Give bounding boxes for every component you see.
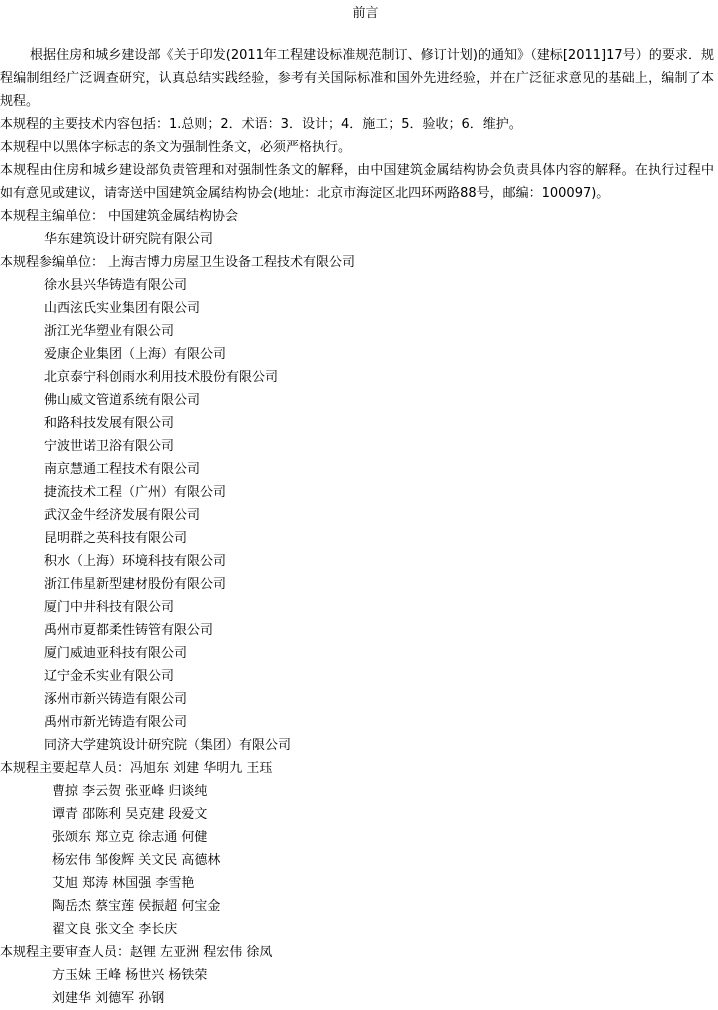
participating-unit-first: 上海吉博力房屋卫生设备工程技术有限公司 [108, 255, 356, 270]
participating-unit: 厦门中井科技有限公司 [44, 600, 175, 615]
reviewers-names: 方玉妹 王峰 杨世兴 杨铁荣 [52, 968, 208, 983]
participating-unit: 昆明群之英科技有限公司 [44, 531, 188, 546]
drafters-names: 翟文良 张文全 李长庆 [52, 922, 178, 937]
participating-unit: 涿州市新兴铸造有限公司 [44, 692, 188, 707]
participating-unit: 禹州市夏都柔性铸管有限公司 [44, 623, 214, 638]
participating-unit: 和路科技发展有限公司 [44, 416, 175, 431]
drafters-label: 本规程主要起草人员： [0, 761, 131, 776]
chief-unit: 华东建筑设计研究院有限公司 [44, 232, 214, 247]
participating-unit: 南京慧通工程技术有限公司 [44, 462, 201, 477]
participating-unit: 北京泰宁科创雨水利用技术股份有限公司 [44, 370, 279, 385]
drafters-names: 艾旭 郑涛 林国强 李雪艳 [52, 876, 195, 891]
chief-unit-first: 中国建筑金属结构协会 [108, 209, 239, 224]
participating-unit: 徐水县兴华铸造有限公司 [44, 278, 188, 293]
participating-unit: 武汉金牛经济发展有限公司 [44, 508, 201, 523]
chief-units-line [0, 205, 718, 228]
drafters-names: 陶岳杰 蔡宝莲 侯振超 何宝金 [52, 899, 221, 914]
management-paragraph: 本规程由住房和城乡建设部负责管理和对强制性条文的解释，由中国建筑金属结构协会负责具体内容的解释。在执行过程中如有意见或建议，请寄送中国建筑金属结构协会(地址：北京市海淀区北四环两路88号，邮编：100097)。 [0, 163, 714, 201]
participating-unit: 爱康企业集团（上海）有限公司 [44, 347, 227, 362]
participating-unit: 捷流技术工程（广州）有限公司 [44, 485, 227, 500]
participating-unit: 同济大学建筑设计研究院（集团）有限公司 [44, 738, 292, 753]
participating-unit: 浙江伟星新型建材股份有限公司 [44, 577, 227, 592]
drafters-first: 冯旭东 刘建 华明九 王珏 [130, 761, 273, 776]
participating-unit: 厦门威迪亚科技有限公司 [44, 646, 188, 661]
drafters-line [0, 757, 718, 780]
participating-unit: 禹州市新光铸造有限公司 [44, 715, 188, 730]
reviewers-line [0, 941, 718, 964]
drafters-names: 曹掠 李云贺 张亚峰 归谈纯 [52, 784, 208, 799]
intro-paragraph: 根据住房和城乡建设部《关于印发(2011年工程建设标准规范制订、修订计划)的通知》（建标[2011]17号）的要求．规程编制组经广泛调查研究，认真总结实践经验，参考有关国际标准和国外先进经验，并在广泛征求意见的基础上，编制了本规程。 [0, 48, 714, 109]
reviewers-label: 本规程主要审查人员： [0, 945, 131, 960]
participating-units-line [0, 251, 718, 274]
participating-unit: 辽宁金禾实业有限公司 [44, 669, 175, 684]
mandatory-paragraph: 本规程中以黑体字标志的条文为强制性条文，必须严格执行。 [0, 140, 352, 155]
participating-unit: 宁波世诺卫浴有限公司 [44, 439, 175, 454]
participating-unit: 山西泫氏实业集团有限公司 [44, 301, 201, 316]
chief-units-label: 本规程主编单位： [0, 209, 105, 224]
drafters-names: 张颂东 郑立克 徐志通 何健 [52, 830, 208, 845]
participating-unit: 积水（上海）环境科技有限公司 [44, 554, 227, 569]
page-title: 前言 [352, 6, 379, 21]
drafters-names: 谭青 邵陈利 吴克建 段爱文 [52, 807, 208, 822]
participating-units-label: 本规程参编单位： [0, 255, 105, 270]
spacer [0, 24, 718, 44]
drafters-names: 杨宏伟 邹俊辉 关文民 高德林 [52, 853, 221, 868]
reviewers-first: 赵锂 左亚洲 程宏伟 徐凤 [130, 945, 273, 960]
content-paragraph: 本规程的主要技术内容包括：1.总则；2．术语：3．设计；4．施工；5．验收；6．维护。 [0, 117, 522, 132]
reviewers-names: 刘建华 刘德军 孙钢 [52, 991, 165, 1006]
participating-unit: 浙江光华塑业有限公司 [44, 324, 175, 339]
participating-unit: 佛山威文管道系统有限公司 [44, 393, 201, 408]
